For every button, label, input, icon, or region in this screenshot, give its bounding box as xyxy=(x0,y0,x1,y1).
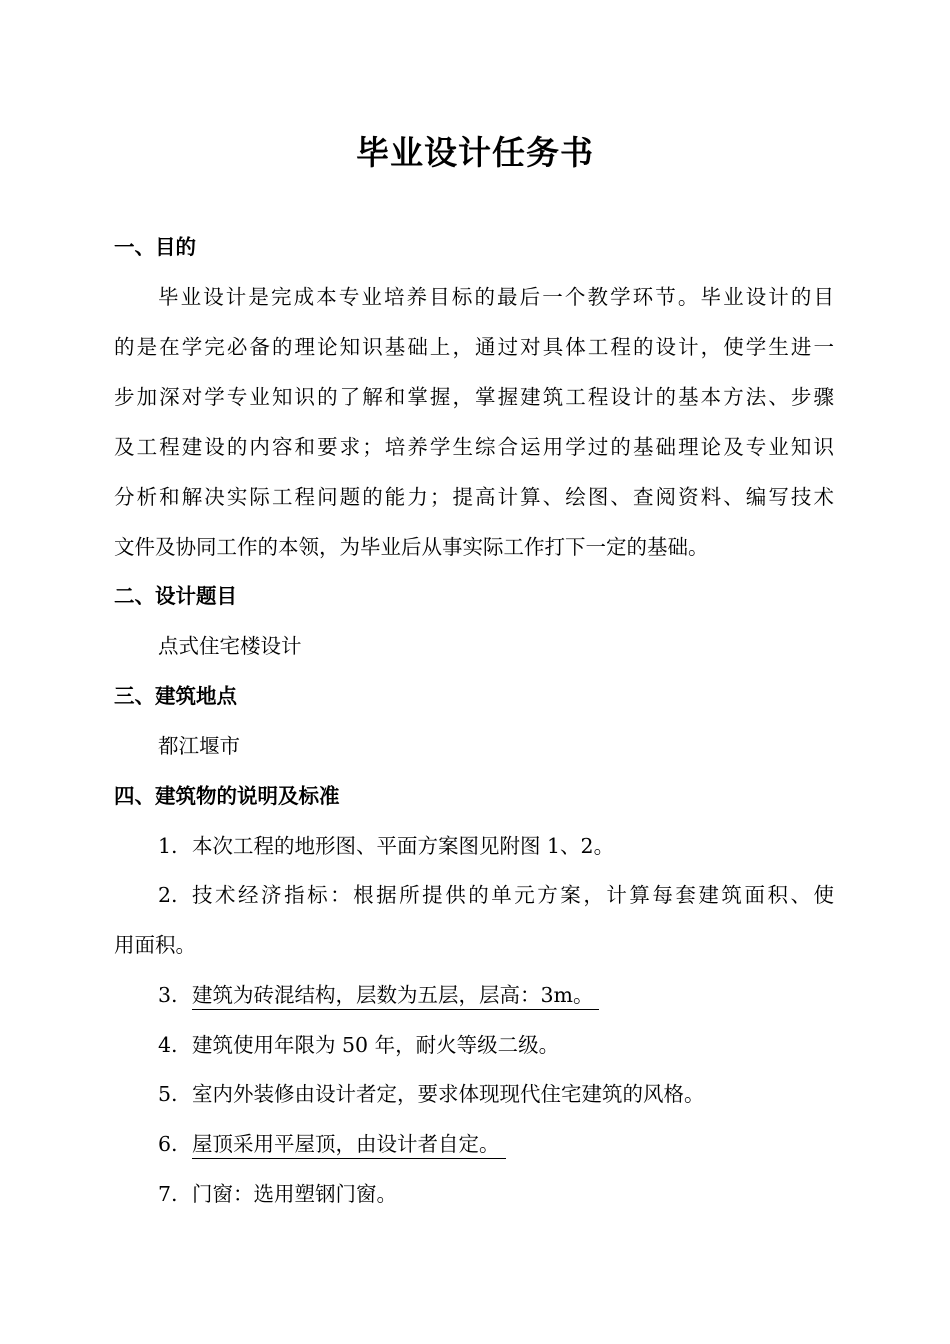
paragraph-line: 毕业设计是完成本专业培养目标的最后一个教学环节。毕业设计的目 xyxy=(158,285,834,309)
list-item xyxy=(158,980,599,1010)
list-item-text-underlined: 建筑为砖混结构，层数为五层，层高：3m。 xyxy=(192,983,599,1010)
list-item-text: 技术经济指标：根据所提供的单元方案，计算每套建筑面积、使 xyxy=(192,883,834,907)
list-item-number: 4. xyxy=(158,1033,178,1057)
list-item-number: 3. xyxy=(158,983,178,1007)
list-item xyxy=(158,880,834,910)
list-item xyxy=(158,1179,397,1209)
list-item-text: 门窗：选用塑钢门窗。 xyxy=(192,1182,397,1206)
section-heading-building-standards: 四、建筑物的说明及标准 xyxy=(114,784,340,808)
paragraph-line: 的是在学完必备的理论知识基础上，通过对具体工程的设计，使学生进一 xyxy=(114,335,834,359)
paragraph-line: 及工程建设的内容和要求；培养学生综合运用学过的基础理论及专业知识 xyxy=(114,435,834,459)
document-title: 毕业设计任务书 xyxy=(356,133,594,172)
location-text: 都江堰市 xyxy=(158,734,240,758)
section-heading-purpose: 一、目的 xyxy=(114,235,196,259)
list-item-text: 本次工程的地形图、平面方案图见附图 1、2。 xyxy=(192,834,615,858)
paragraph-line: 步加深对学专业知识的了解和掌握，掌握建筑工程设计的基本方法、步骤 xyxy=(114,385,834,409)
paragraph-line: 文件及协同工作的本领，为毕业后从事实际工作打下一定的基础。 xyxy=(114,535,709,559)
list-item xyxy=(158,831,614,861)
section-heading-location: 三、建筑地点 xyxy=(114,684,237,708)
list-item-text-underlined: 屋顶采用平屋顶，由设计者自定。 xyxy=(192,1132,506,1159)
list-item-number: 5. xyxy=(158,1082,178,1106)
list-item-number: 6. xyxy=(158,1132,178,1156)
list-item xyxy=(158,1129,506,1159)
paragraph-line: 分析和解决实际工程问题的能力；提高计算、绘图、查阅资料、编写技术 xyxy=(114,485,834,509)
list-item-number: 2. xyxy=(158,883,178,907)
design-topic-text: 点式住宅楼设计 xyxy=(158,634,302,658)
section-heading-design-topic: 二、设计题目 xyxy=(114,584,237,608)
list-item-number: 1. xyxy=(158,834,178,858)
list-item-number: 7. xyxy=(158,1182,178,1206)
list-item xyxy=(158,1030,559,1060)
list-item xyxy=(158,1079,705,1109)
list-item-text: 建筑使用年限为 50 年，耐火等级二级。 xyxy=(192,1033,560,1057)
list-item-continuation: 用面积。 xyxy=(114,933,196,957)
list-item-text: 室内外装修由设计者定，要求体现现代住宅建筑的风格。 xyxy=(192,1082,705,1106)
